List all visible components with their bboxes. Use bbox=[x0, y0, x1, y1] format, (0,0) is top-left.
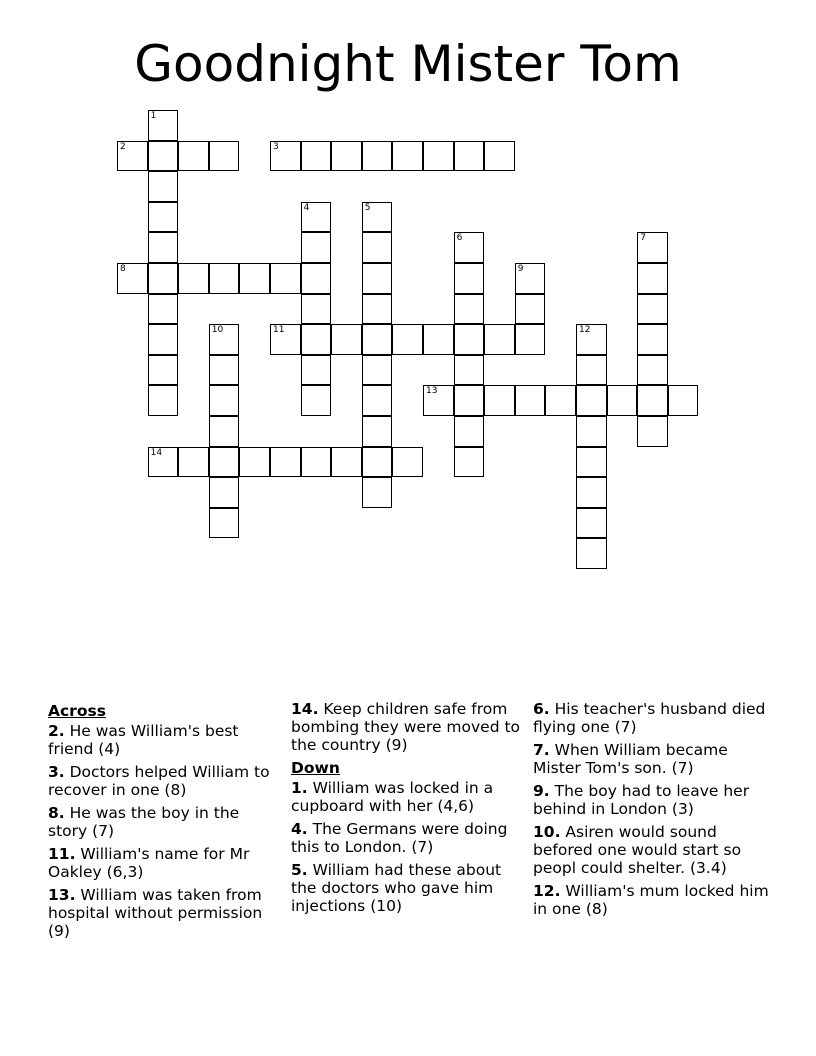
grid-cell[interactable] bbox=[148, 324, 179, 355]
clue-number: 7 bbox=[640, 233, 646, 244]
clue-item bbox=[48, 845, 278, 881]
grid-cell[interactable] bbox=[148, 447, 179, 478]
grid-cell[interactable] bbox=[362, 355, 393, 386]
grid-cell[interactable] bbox=[239, 447, 270, 478]
clue-label: 11. bbox=[48, 845, 76, 863]
clue-label: 14. bbox=[291, 700, 319, 718]
grid-cell[interactable] bbox=[362, 416, 393, 447]
grid-cell[interactable] bbox=[209, 263, 240, 294]
clue-number: 2 bbox=[120, 141, 126, 152]
grid-cell[interactable] bbox=[270, 141, 301, 172]
clue-label: 8. bbox=[48, 804, 65, 822]
clue-item bbox=[291, 700, 527, 754]
clue-number: 4 bbox=[303, 202, 310, 213]
grid-cell[interactable] bbox=[148, 232, 179, 263]
grid-cell[interactable] bbox=[484, 324, 515, 355]
grid-cell[interactable] bbox=[454, 263, 485, 294]
clue-label: 13. bbox=[48, 886, 76, 904]
grid-cell[interactable] bbox=[209, 477, 240, 508]
grid-cell[interactable] bbox=[515, 385, 546, 416]
grid-cell[interactable] bbox=[148, 171, 179, 202]
clue-item bbox=[533, 823, 773, 877]
grid-cell[interactable] bbox=[576, 538, 607, 569]
grid-cell[interactable] bbox=[362, 232, 393, 263]
grid-cell[interactable] bbox=[392, 141, 423, 172]
grid-cell[interactable] bbox=[362, 263, 393, 294]
grid-cell[interactable] bbox=[484, 141, 515, 172]
clue-label: 9. bbox=[533, 782, 550, 800]
grid-cell[interactable] bbox=[209, 447, 240, 478]
grid-cell[interactable] bbox=[209, 324, 240, 355]
grid-cell[interactable] bbox=[515, 294, 546, 325]
grid-cell[interactable] bbox=[301, 385, 332, 416]
grid-cell[interactable] bbox=[576, 324, 607, 355]
grid-cell[interactable] bbox=[576, 477, 607, 508]
clue-text: William was taken from hospital without permission (9) bbox=[48, 886, 263, 940]
grid-cell[interactable] bbox=[454, 447, 485, 478]
grid-cell[interactable] bbox=[301, 141, 332, 172]
grid-cell[interactable] bbox=[301, 294, 332, 325]
grid-cell[interactable] bbox=[362, 477, 393, 508]
grid-cell[interactable] bbox=[117, 141, 148, 172]
clue-item bbox=[48, 722, 278, 758]
grid-cell[interactable] bbox=[331, 447, 362, 478]
grid-cell[interactable] bbox=[545, 385, 576, 416]
clue-item bbox=[48, 886, 278, 940]
clue-column-3 bbox=[533, 700, 773, 923]
grid-cell[interactable] bbox=[515, 324, 546, 355]
grid-cell[interactable] bbox=[331, 324, 362, 355]
grid-cell[interactable] bbox=[270, 324, 301, 355]
grid-cell[interactable] bbox=[178, 141, 209, 172]
clue-item bbox=[533, 700, 773, 736]
grid-cell[interactable] bbox=[637, 263, 668, 294]
clue-text: The Germans were doing this to London. (7) bbox=[291, 820, 508, 856]
clue-item bbox=[533, 741, 773, 777]
grid-cell[interactable] bbox=[331, 141, 362, 172]
clue-label: 6. bbox=[533, 700, 550, 718]
clue-text: William was locked in a cupboard with her (4,6) bbox=[291, 779, 494, 815]
grid-cell[interactable] bbox=[637, 385, 668, 416]
grid-cell[interactable] bbox=[576, 355, 607, 386]
clue-item bbox=[48, 763, 278, 799]
grid-cell[interactable] bbox=[454, 294, 485, 325]
grid-cell[interactable] bbox=[576, 416, 607, 447]
grid-cell[interactable] bbox=[362, 447, 393, 478]
grid-cell[interactable] bbox=[209, 508, 240, 539]
grid-cell[interactable] bbox=[392, 324, 423, 355]
clue-text: The boy had to leave her behind in London (3) bbox=[533, 782, 750, 818]
clue-text: Keep children safe from bombing they were moved to the country (9) bbox=[291, 700, 521, 754]
clue-number: 10 bbox=[211, 325, 224, 336]
grid-cell[interactable] bbox=[178, 263, 209, 294]
grid-cell[interactable] bbox=[607, 385, 638, 416]
clue-label: 5. bbox=[291, 861, 308, 879]
clue-text: Doctors helped William to recover in one (8) bbox=[48, 763, 270, 799]
grid-cell[interactable] bbox=[301, 324, 332, 355]
grid-cell[interactable] bbox=[637, 355, 668, 386]
clue-label: 7. bbox=[533, 741, 550, 759]
clue-number: 11 bbox=[273, 325, 285, 336]
grid-cell[interactable] bbox=[423, 141, 454, 172]
grid-cell[interactable] bbox=[148, 294, 179, 325]
grid-cell[interactable] bbox=[301, 447, 332, 478]
grid-cell[interactable] bbox=[576, 447, 607, 478]
grid-cell[interactable] bbox=[392, 447, 423, 478]
clue-item bbox=[291, 861, 527, 915]
clue-label: 12. bbox=[533, 882, 561, 900]
clue-column-2 bbox=[291, 700, 527, 920]
grid-cell[interactable] bbox=[362, 141, 393, 172]
clue-number: 3 bbox=[273, 141, 279, 152]
clue-label: 4. bbox=[291, 820, 308, 838]
grid-cell[interactable] bbox=[148, 385, 179, 416]
grid-cell[interactable] bbox=[209, 141, 240, 172]
grid-cell[interactable] bbox=[454, 324, 485, 355]
section-heading-down: Down bbox=[291, 759, 340, 777]
grid-cell[interactable] bbox=[270, 263, 301, 294]
clue-text: He was the boy in the story (7) bbox=[48, 804, 240, 840]
grid-cell[interactable] bbox=[301, 355, 332, 386]
grid-cell[interactable] bbox=[423, 324, 454, 355]
puzzle-title: Goodnight Mister Tom bbox=[134, 35, 682, 93]
grid-cell[interactable] bbox=[209, 385, 240, 416]
grid-cell[interactable] bbox=[637, 294, 668, 325]
grid-cell[interactable] bbox=[209, 355, 240, 386]
clue-number: 12 bbox=[579, 325, 591, 336]
grid-cell[interactable] bbox=[148, 355, 179, 386]
grid-cell[interactable] bbox=[362, 294, 393, 325]
clue-text: William had these about the doctors who gave him injections (10) bbox=[291, 861, 502, 915]
clue-text: William's name for Mr Oakley (6,3) bbox=[48, 845, 250, 881]
grid-cell[interactable] bbox=[454, 385, 485, 416]
grid-cell[interactable] bbox=[454, 232, 485, 263]
clue-number: 6 bbox=[456, 233, 463, 244]
grid-cell[interactable] bbox=[178, 447, 209, 478]
clue-text: When William became Mister Tom's son. (7) bbox=[533, 741, 728, 777]
clue-text: He was William's best friend (4) bbox=[48, 722, 239, 758]
clue-label: 10. bbox=[533, 823, 561, 841]
grid-cell[interactable] bbox=[270, 447, 301, 478]
grid-cell[interactable] bbox=[148, 110, 179, 141]
grid-cell[interactable] bbox=[148, 202, 179, 233]
clue-text: William's mum locked him in one (8) bbox=[533, 882, 769, 918]
clue-item bbox=[291, 779, 527, 815]
grid-cell[interactable] bbox=[637, 232, 668, 263]
grid-cell[interactable] bbox=[668, 385, 699, 416]
clue-label: 3. bbox=[48, 763, 65, 781]
clue-item bbox=[533, 782, 773, 818]
grid-cell[interactable] bbox=[637, 416, 668, 447]
clue-column-1 bbox=[48, 700, 278, 945]
clue-number: 14 bbox=[150, 447, 163, 458]
grid-cell[interactable] bbox=[239, 263, 270, 294]
clue-label: 2. bbox=[48, 722, 65, 740]
clue-item bbox=[48, 804, 278, 840]
grid-cell[interactable] bbox=[362, 202, 393, 233]
grid-cell[interactable] bbox=[423, 385, 454, 416]
grid-cell[interactable] bbox=[148, 263, 179, 294]
clue-number: 13 bbox=[426, 386, 438, 397]
grid-cell[interactable] bbox=[484, 385, 515, 416]
clue-number: 9 bbox=[517, 264, 524, 274]
section-heading-across: Across bbox=[48, 702, 106, 720]
grid-cell[interactable] bbox=[362, 324, 393, 355]
grid-cell[interactable] bbox=[515, 263, 546, 294]
grid-cell[interactable] bbox=[576, 508, 607, 539]
grid-cell[interactable] bbox=[301, 232, 332, 263]
clue-number: 8 bbox=[120, 264, 126, 274]
grid-cell[interactable] bbox=[576, 385, 607, 416]
grid-cell[interactable] bbox=[209, 416, 240, 447]
clue-number: 1 bbox=[150, 111, 157, 121]
grid-cell[interactable] bbox=[301, 263, 332, 294]
grid-cell[interactable] bbox=[454, 355, 485, 386]
grid-cell[interactable] bbox=[454, 141, 485, 172]
grid-cell[interactable] bbox=[148, 141, 179, 172]
clue-text: Asiren would sound befored one would start so peopl could shelter. (3.4) bbox=[533, 823, 742, 877]
clue-item bbox=[533, 882, 773, 918]
grid-cell[interactable] bbox=[454, 416, 485, 447]
grid-cell[interactable] bbox=[301, 202, 332, 233]
clue-label: 1. bbox=[291, 779, 308, 797]
grid-cell[interactable] bbox=[362, 385, 393, 416]
clue-number: 5 bbox=[364, 202, 371, 213]
grid-cell[interactable] bbox=[637, 324, 668, 355]
clue-text: His teacher's husband died flying one (7) bbox=[533, 700, 766, 736]
grid-cell[interactable] bbox=[117, 263, 148, 294]
clue-item bbox=[291, 820, 527, 856]
